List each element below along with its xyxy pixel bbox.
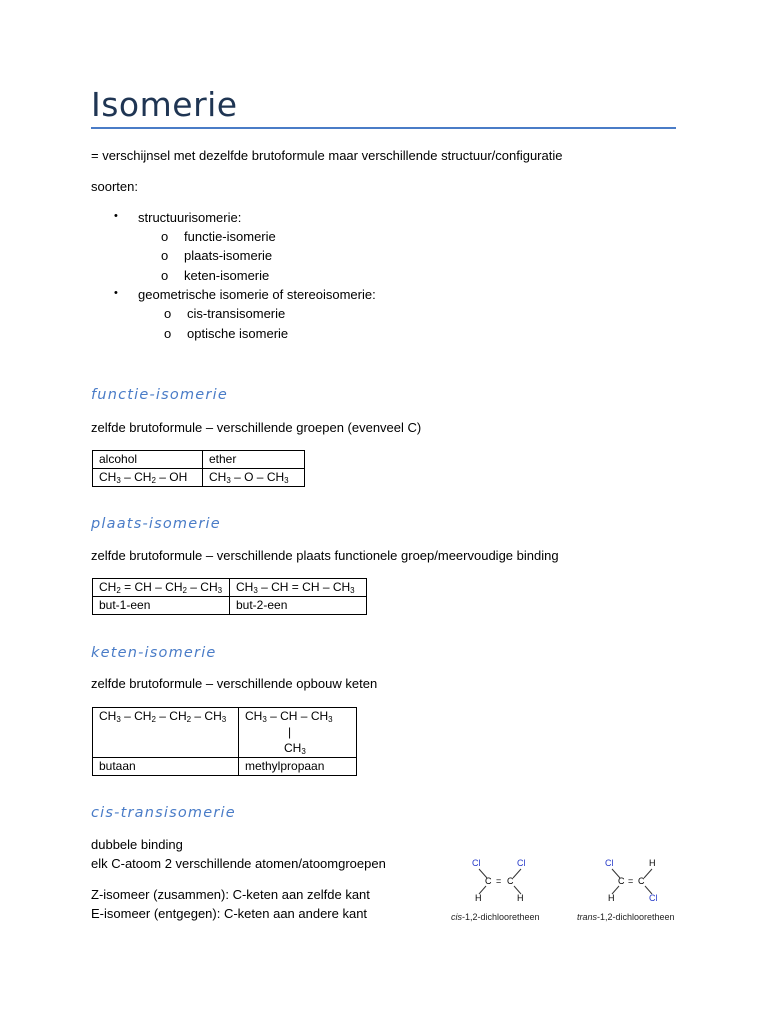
sub-item-cis-trans: cis-transisomerie <box>187 306 286 321</box>
heading-functie-isomerie: functie-isomerie <box>91 387 228 403</box>
functie-table <box>92 450 305 487</box>
table-cell-ether: ether <box>203 451 305 469</box>
bullet-marker: • <box>114 287 118 299</box>
table-cell-but-2-een: but-2-een <box>230 597 367 615</box>
definition-text: = verschijnsel met dezelfde brutoformule maar verschillende structuur/configuratie <box>91 148 563 163</box>
heading-plaats-isomerie: plaats-isomerie <box>91 516 221 532</box>
plaats-table <box>92 578 367 615</box>
cis-dichlooretheen-structure <box>450 856 560 926</box>
heading-keten-isomerie: keten-isomerie <box>91 645 217 661</box>
table-cell-formula-2: $CH_3$ – CH = CH – $CH_3$ <box>230 579 367 597</box>
sub-marker: o <box>161 248 169 263</box>
double-bond: = <box>496 876 502 886</box>
table-cell-alcohol-formula: $CH_3 - CH_2$ – OH <box>93 469 203 487</box>
carbon-atom: C <box>638 876 645 886</box>
table-cell-methylpropaan-formula: $CH_3$ – CH – $CH_3$ | $CH_3$ <box>239 708 357 758</box>
table-cell-methylpropaan: methylpropaan <box>239 758 357 776</box>
e-isomeer-text: E-isomeer (entgegen): C-keten aan andere kant <box>91 906 368 921</box>
carbon-atom: C <box>507 876 514 886</box>
cistrans-line-2: elk C-atoom 2 verschillende atomen/atoomgroepen <box>91 856 386 871</box>
table-cell-formula-1: $CH_2$ = CH – $CH_2 - CH_3$ <box>93 579 230 597</box>
title-underline <box>91 127 676 129</box>
table-cell-alcohol: alcohol <box>93 451 203 469</box>
chlorine-atom: Cl <box>517 858 526 868</box>
sub-item-optisch: optische isomerie <box>187 326 289 341</box>
z-isomeer-text: Z-isomeer (zusammen): C-keten aan zelfde kant <box>91 887 370 902</box>
table-cell-butaan: butaan <box>93 758 239 776</box>
list-item-structuurisomerie: structuurisomerie: <box>138 210 242 225</box>
chlorine-atom: Cl <box>472 858 481 868</box>
sub-marker: o <box>161 268 169 283</box>
sub-item-plaats: plaats-isomerie <box>184 248 273 263</box>
chlorine-atom: Cl <box>605 858 614 868</box>
heading-cis-transisomerie: cis-transisomerie <box>91 805 236 821</box>
hydrogen-atom: H <box>475 893 482 903</box>
sub-marker: o <box>164 326 172 341</box>
sub-item-keten: keten-isomerie <box>184 268 270 283</box>
hydrogen-atom: H <box>649 858 656 868</box>
table-cell-but-1-een: but-1-een <box>93 597 230 615</box>
keten-table <box>92 707 357 776</box>
double-bond: = <box>628 876 634 886</box>
keten-description: zelfde brutoformule – verschillende opbouw keten <box>91 676 378 691</box>
sub-marker: o <box>164 306 172 321</box>
functie-description: zelfde brutoformule – verschillende groepen (evenveel C) <box>91 420 422 435</box>
hydrogen-atom: H <box>517 893 524 903</box>
chlorine-atom: Cl <box>649 893 658 903</box>
trans-dichlooretheen-structure <box>576 856 696 926</box>
hydrogen-atom: H <box>608 893 615 903</box>
sub-marker: o <box>161 229 169 244</box>
list-item-stereoisomerie: geometrische isomerie of stereoisomerie: <box>138 287 376 302</box>
table-cell-ether-formula: $CH_3$ – O – $CH_3$ <box>203 469 305 487</box>
cis-caption: cis-1,2-dichlooretheen <box>451 912 540 922</box>
cistrans-line-1: dubbele binding <box>91 837 183 852</box>
plaats-description: zelfde brutoformule – verschillende plaats functionele groep/meervoudige binding <box>91 548 559 563</box>
sub-item-functie: functie-isomerie <box>184 229 276 244</box>
table-cell-butaan-formula: $CH_3 - CH_2 - CH_2 - CH_3$ <box>93 708 239 758</box>
bullet-marker: • <box>114 210 118 222</box>
page-title: Isomerie <box>91 85 238 124</box>
trans-caption: trans-1,2-dichlooretheen <box>577 912 675 922</box>
carbon-atom: C <box>485 876 492 886</box>
carbon-atom: C <box>618 876 625 886</box>
sorts-label: soorten: <box>91 179 138 194</box>
